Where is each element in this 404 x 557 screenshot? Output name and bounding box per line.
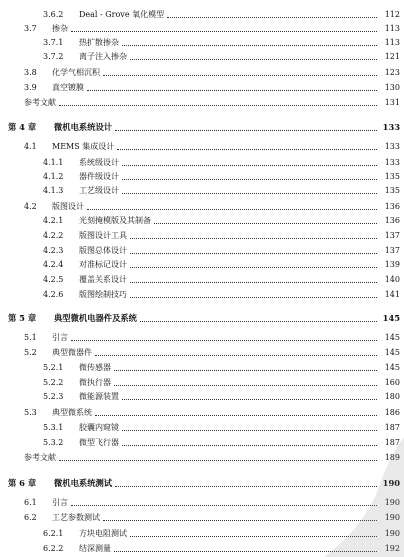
toc-entry-number: 4.1.3 — [43, 186, 64, 195]
toc-entry-number: 4.2.1 — [43, 216, 64, 225]
toc-entry[interactable] — [0, 511, 400, 524]
toc-entry-title: 版图总体设计 — [79, 246, 127, 255]
toc-leader-dots — [122, 178, 377, 180]
toc-entry[interactable] — [0, 214, 400, 227]
toc-entry-number: 4.1.2 — [43, 172, 64, 181]
toc-entry[interactable] — [0, 542, 400, 555]
toc-entry-number: 3.9 — [24, 83, 37, 92]
toc-entry-page: 133 — [384, 158, 400, 167]
toc-entry-page: 145 — [384, 348, 400, 357]
toc-entry[interactable] — [0, 361, 400, 374]
toc-entry-number: 5.2.1 — [43, 363, 64, 372]
toc-leader-dots — [117, 148, 377, 150]
toc-entry-title: 典型微机电器件及系统 — [54, 313, 137, 323]
toc-entry-page: 135 — [384, 186, 400, 195]
toc-entry[interactable] — [0, 390, 400, 403]
toc-entry-page: 145 — [384, 333, 400, 342]
toc-entry-title: 引言 — [52, 333, 68, 342]
toc-entry[interactable] — [0, 140, 400, 153]
toc-entry-title: 引言 — [52, 498, 68, 507]
toc-entry-page: 141 — [384, 290, 400, 299]
toc-leader-dots — [95, 414, 377, 416]
toc-entry-number: 3.7.2 — [43, 52, 64, 61]
toc-entry[interactable] — [0, 406, 400, 419]
toc-entry-number: 4.2.4 — [43, 260, 64, 269]
toc-entry-page: 135 — [384, 172, 400, 181]
toc-entry[interactable] — [0, 244, 400, 257]
toc-entry-title: 胶囊内窥镜 — [79, 423, 119, 432]
toc-leader-dots — [167, 16, 377, 18]
toc-leader-dots — [87, 89, 377, 91]
toc-entry-title: 微执行器 — [79, 378, 111, 387]
toc-entry[interactable] — [0, 200, 400, 213]
toc-entry[interactable] — [0, 288, 400, 301]
toc-entry-page: 186 — [384, 408, 400, 417]
toc-leader-dots — [115, 485, 377, 487]
toc-entry[interactable] — [0, 36, 400, 49]
toc-entry-page: 190 — [384, 513, 400, 522]
toc-entry-page: 189 — [384, 453, 400, 462]
toc-entry[interactable] — [0, 346, 400, 359]
toc-entry-page: 145 — [382, 313, 400, 323]
toc-leader-dots — [103, 74, 377, 76]
toc-entry-number: 5.2.3 — [43, 392, 64, 401]
toc-entry-title: 真空镀膜 — [52, 83, 84, 92]
toc-entry-title: 参考文献 — [24, 98, 56, 107]
toc-entry-title: MEMS 集成设计 — [52, 142, 115, 151]
toc-entry-title: 掺杂 — [52, 24, 68, 33]
toc-entry-page: 136 — [384, 202, 400, 211]
toc-entry-number: 5.3.2 — [43, 438, 64, 447]
toc-leader-dots — [122, 44, 377, 46]
toc-entry-number: 6.2.1 — [43, 529, 64, 538]
toc-leader-dots — [114, 384, 377, 386]
toc-entry-page: 113 — [384, 24, 400, 33]
toc-leader-dots — [114, 369, 377, 371]
toc-leader-dots — [130, 237, 377, 239]
toc-entry-title: 光刻掩模版及其制备 — [79, 216, 151, 225]
toc-entry-title: 微传感器 — [79, 363, 111, 372]
toc-entry-title: 典型微系统 — [52, 408, 92, 417]
toc-leader-dots — [59, 104, 377, 106]
toc-leader-dots — [122, 192, 377, 194]
toc-entry-number: 第 4 章 — [8, 122, 37, 132]
toc-leader-dots — [122, 444, 377, 446]
toc-entry-title: 版图设计工具 — [79, 231, 127, 240]
toc-entry-title: 参考文献 — [24, 453, 56, 462]
toc-entry[interactable] — [0, 66, 400, 79]
toc-leader-dots — [154, 222, 377, 224]
toc-entry-title: 微机电系统设计 — [54, 122, 113, 132]
toc-entry-title: 典型微器件 — [52, 348, 92, 357]
toc-entry-number: 6.2.2 — [43, 544, 64, 553]
toc-entry-title: 工艺参数测试 — [52, 513, 100, 522]
toc-leader-dots — [103, 519, 377, 521]
toc-entry-number: 4.1 — [24, 142, 37, 151]
toc-entry-page: 123 — [384, 68, 400, 77]
toc-entry-number: 4.2.6 — [43, 290, 64, 299]
toc-leader-dots — [87, 208, 377, 210]
toc-entry[interactable] — [0, 184, 400, 197]
toc-leader-dots — [115, 129, 377, 131]
toc-leader-dots — [114, 550, 377, 552]
toc-entry[interactable] — [0, 258, 400, 271]
toc-entry-title: 工艺级设计 — [79, 186, 119, 195]
toc-leader-dots — [71, 339, 377, 341]
toc-leader-dots — [130, 535, 377, 537]
toc-entry[interactable] — [0, 50, 400, 63]
toc-entry[interactable] — [0, 229, 400, 242]
toc-entry-title: 化学气相沉积 — [52, 68, 100, 77]
toc-entry-number: 3.8 — [24, 68, 37, 77]
toc-entry-title: 器件级设计 — [79, 172, 119, 181]
toc-entry-page: 180 — [384, 392, 400, 401]
toc-entry-page: 137 — [384, 231, 400, 240]
toc-entry-number: 4.2.2 — [43, 231, 64, 240]
toc-entry-number: 第 6 章 — [8, 478, 37, 488]
toc-entry-page: 187 — [384, 438, 400, 447]
toc-leader-dots — [95, 354, 377, 356]
toc-leader-dots — [130, 58, 377, 60]
toc-leader-dots — [59, 459, 377, 461]
toc-entry[interactable] — [0, 436, 400, 449]
toc-entry-number: 6.1 — [24, 498, 37, 507]
toc-entry-page: 160 — [384, 378, 400, 387]
toc-entry-title: Deal - Grove 氧化模型 — [79, 10, 165, 19]
toc-entry-page: 112 — [384, 10, 400, 19]
toc-entry-number: 4.1.1 — [43, 158, 64, 167]
toc-entry-page: 113 — [384, 38, 400, 47]
toc-entry-page: 133 — [382, 122, 400, 132]
toc-entry-number: 5.2 — [24, 348, 37, 357]
toc-entry[interactable] — [0, 156, 400, 169]
toc-leader-dots — [130, 266, 377, 268]
toc-entry-title: 微型飞行器 — [79, 438, 119, 447]
toc-leader-dots — [122, 429, 377, 431]
toc-entry-page: 121 — [384, 52, 400, 61]
toc-entry-number: 5.2.2 — [43, 378, 64, 387]
toc-entry[interactable] — [0, 22, 400, 35]
toc-entry-number: 第 5 章 — [8, 313, 37, 323]
toc-entry-page: 137 — [384, 246, 400, 255]
toc-leader-dots — [140, 320, 377, 322]
toc-entry-page: 140 — [384, 275, 400, 284]
toc-entry-title: 微能源装置 — [79, 392, 119, 401]
toc-entry-title: 结深测量 — [79, 544, 111, 553]
toc-entry-title: 覆盖关系设计 — [79, 275, 127, 284]
toc-leader-dots — [130, 281, 377, 283]
toc-chapter-entry[interactable] — [0, 312, 400, 325]
toc-entry[interactable] — [0, 81, 400, 94]
toc-entry-title: 对准标记设计 — [79, 260, 127, 269]
toc-entry-number: 4.2.5 — [43, 275, 64, 284]
toc-entry-title: 离子注入掺杂 — [79, 52, 127, 61]
toc-entry-title: 版图设计 — [52, 202, 84, 211]
toc-chapter-entry[interactable] — [0, 477, 400, 490]
toc-entry[interactable] — [0, 8, 400, 21]
toc-entry-page: 192 — [384, 544, 400, 553]
toc-leader-dots — [122, 164, 377, 166]
toc-entry[interactable] — [0, 527, 400, 540]
toc-entry[interactable] — [0, 170, 400, 183]
toc-entry[interactable] — [0, 273, 400, 286]
toc-leader-dots — [71, 30, 377, 32]
toc-entry[interactable] — [0, 451, 400, 464]
toc-leader-dots — [130, 296, 377, 298]
toc-chapter-entry[interactable] — [0, 121, 400, 134]
toc-entry-page: 130 — [384, 83, 400, 92]
toc-entry-page: 190 — [382, 478, 400, 488]
toc-entry-page: 131 — [384, 98, 400, 107]
toc-entry-number: 4.2 — [24, 202, 37, 211]
toc-entry[interactable] — [0, 376, 400, 389]
toc-entry-page: 187 — [384, 423, 400, 432]
toc-entry[interactable] — [0, 496, 400, 509]
toc-entry-title: 微机电系统测试 — [54, 478, 113, 488]
toc-entry-page: 190 — [384, 498, 400, 507]
toc-entry-number: 3.7.1 — [43, 38, 64, 47]
toc-entry-number: 4.2.3 — [43, 246, 64, 255]
toc-entry-page: 145 — [384, 363, 400, 372]
toc-entry-title: 热扩散掺杂 — [79, 38, 119, 47]
toc-entry-page: 190 — [384, 529, 400, 538]
toc-leader-dots — [122, 398, 377, 400]
toc-entry-number: 3.6.2 — [43, 10, 64, 19]
toc-entry[interactable] — [0, 421, 400, 434]
toc-entry-title: 方块电阻测试 — [79, 529, 127, 538]
toc-entry-page: 133 — [384, 142, 400, 151]
toc-entry-number: 5.1 — [24, 333, 37, 342]
toc-entry-title: 系统级设计 — [79, 158, 119, 167]
toc-entry-title: 版图绘制技巧 — [79, 290, 127, 299]
toc-entry[interactable] — [0, 331, 400, 344]
toc-entry-number: 3.7 — [24, 24, 37, 33]
toc-entry-number: 5.3.1 — [43, 423, 64, 432]
toc-leader-dots — [130, 252, 377, 254]
toc-leader-dots — [71, 504, 377, 506]
toc-entry-page: 136 — [384, 216, 400, 225]
toc-entry-page: 139 — [384, 260, 400, 269]
toc-entry-number: 6.2 — [24, 513, 37, 522]
toc-entry-number: 5.3 — [24, 408, 37, 417]
toc-entry[interactable] — [0, 96, 400, 109]
